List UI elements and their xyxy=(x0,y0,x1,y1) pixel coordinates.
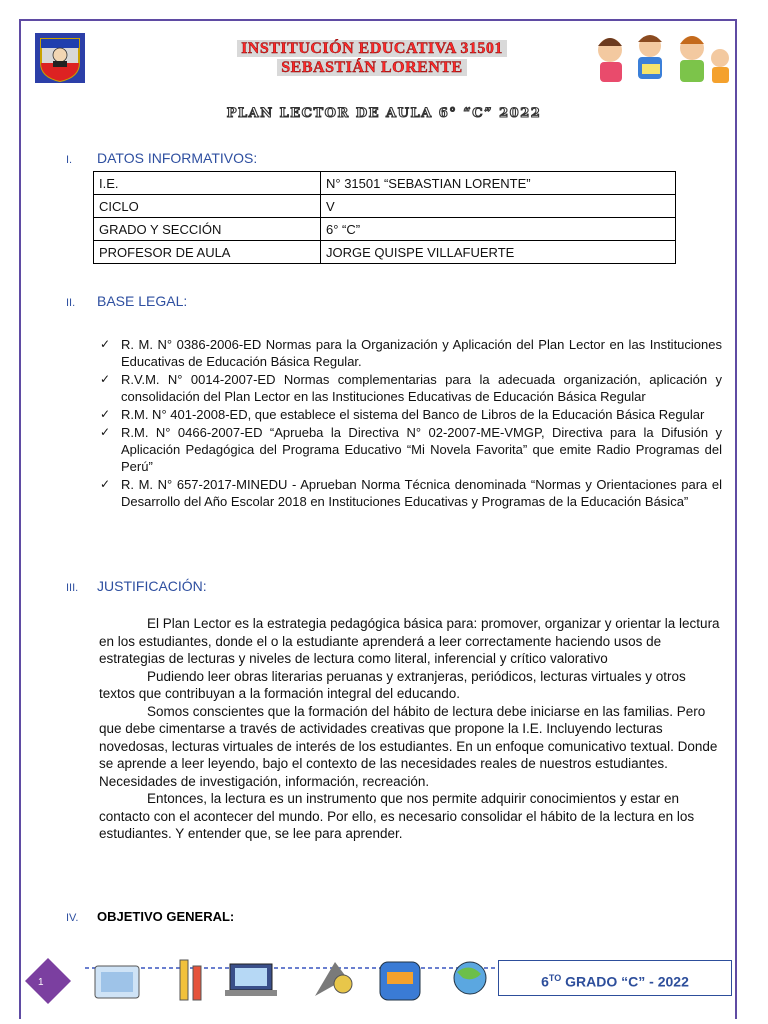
grade-superscript: TO xyxy=(548,973,562,983)
info-table xyxy=(93,171,676,264)
legal-item-text: R.M. N° 0466-2007-ED “Aprueba la Directiva N° 02-2007-ME-VMGP, Directiva para la Difusión y Aplicación Pedagógica del Programa Educativo “Mi Novela Favorita” que emite Radio Programas del Perú” xyxy=(121,425,722,474)
page-number-diamond-icon xyxy=(25,958,71,1004)
info-value: JORGE QUISPE VILLAFUERTE xyxy=(321,241,676,264)
legal-item-text: R.M. N° 401-2008-ED, que establece el sistema del Banco de Libros de la Educación Básica Regular xyxy=(121,407,705,422)
justification-paragraph: Entonces, la lectura es un instrumento que nos permite adquirir conocimientos y estar en contacto con el acontecer del mundo. Por ello, es necesario consolidar el hábito de la lectura en los estudiantes. Y entender que, se lee para aprender. xyxy=(99,791,695,841)
section-1-number: I. xyxy=(66,154,73,166)
info-row xyxy=(94,241,676,264)
info-value: V xyxy=(321,195,676,218)
section-3-title: JUSTIFICACIÓN: xyxy=(97,578,207,594)
info-key: PROFESOR DE AULA xyxy=(94,241,321,264)
grade-label-box xyxy=(498,960,732,996)
info-row xyxy=(94,195,676,218)
checkmark-icon: ✓ xyxy=(100,372,111,386)
section-4-title: OBJETIVO GENERAL: xyxy=(97,909,235,924)
legal-item-text: R. M. N° 0386-2006-ED Normas para la Organización y Aplicación del Plan Lector en las Instituciones Educativas de Educación Básica Regular. xyxy=(121,337,722,369)
justification-text xyxy=(99,615,723,843)
section-1-title: DATOS INFORMATIVOS: xyxy=(97,150,258,166)
section-2-heading xyxy=(66,293,187,309)
info-row xyxy=(94,172,676,195)
section-2-title: BASE LEGAL: xyxy=(97,293,188,309)
legal-item xyxy=(100,424,722,475)
info-row xyxy=(94,218,676,241)
page-border xyxy=(19,19,737,1019)
justification-paragraph: El Plan Lector es la estrategia pedagógica básica para: promover, organizar y orientar la lectura en los estudiantes, donde el o la estudiante aprenderá a leer correctamente haciendo usos de estrategias de lecturas y niveles de lectura como literal, inferencial y crítico valorativo xyxy=(99,616,720,666)
info-value: 6° “C” xyxy=(321,218,676,241)
legal-item xyxy=(100,336,722,370)
legal-item xyxy=(100,371,722,405)
children-reading-illustration xyxy=(592,28,732,88)
info-key: CICLO xyxy=(94,195,321,218)
legal-basis-list xyxy=(100,336,722,511)
info-key: I.E. xyxy=(94,172,321,195)
checkmark-icon: ✓ xyxy=(100,477,111,491)
grade-text: GRADO “C” - 2022 xyxy=(561,973,689,990)
info-key: GRADO Y SECCIÓN xyxy=(94,218,321,241)
section-3-heading xyxy=(66,578,207,594)
legal-item-text: R.V.M. N° 0014-2007-ED Normas complementarias para la adecuada organización, aplicación y consolidación del Plan Lector en las Instituciones Educativas de Educación Básica Regular xyxy=(121,372,722,404)
justification-paragraph: Somos conscientes que la formación del hábito de lectura debe iniciarse en las familias. Pero que debe cimentarse a través de actividades creativas que propone la I.E. Incluyendo lecturas novedosas, lecturas virtuales de interés de los estudiantes. En un enfoque comunicativo textual. Donde se aprende a leer leyendo, bajo el contexto de las necesidades reales de nuestros estudiantes. Necesidades de investigación, información, recreación. xyxy=(99,703,718,789)
legal-item-text: R. M. N° 657-2017-MINEDU - Aprueban Norma Técnica denominada “Normas y Orientaciones para el Desarrollo del Año Escolar 2018 en Instituciones Educativas y Programas de la Educación Básica” xyxy=(121,477,722,509)
justification-paragraph: Pudiendo leer obras literarias peruanas y extranjeras, periódicos, lecturas virtuales y otros textos que contribuyan a la formación integral del educando. xyxy=(99,668,686,701)
checkmark-icon: ✓ xyxy=(100,425,111,439)
grade-number: 6 xyxy=(541,973,549,990)
document-title: PLAN LECTOR DE AULA 6° “C” 2022 xyxy=(226,106,542,121)
checkmark-icon: ✓ xyxy=(100,337,111,351)
school-supplies-illustration xyxy=(85,948,495,1008)
section-4-heading xyxy=(66,909,234,924)
page-number: 1 xyxy=(38,977,44,988)
section-2-number: II. xyxy=(66,297,76,309)
section-3-number: III. xyxy=(66,582,79,594)
section-1-heading xyxy=(66,150,257,166)
info-value: N° 31501 “SEBASTIAN LORENTE” xyxy=(321,172,676,195)
legal-item xyxy=(100,476,722,510)
school-name-line1: INSTITUCIÓN EDUCATIVA 31501 xyxy=(0,40,756,58)
legal-item xyxy=(100,406,722,423)
school-name-line2: SEBASTIÁN LORENTE xyxy=(0,59,756,77)
checkmark-icon: ✓ xyxy=(100,407,111,421)
section-4-number: IV. xyxy=(66,912,79,924)
